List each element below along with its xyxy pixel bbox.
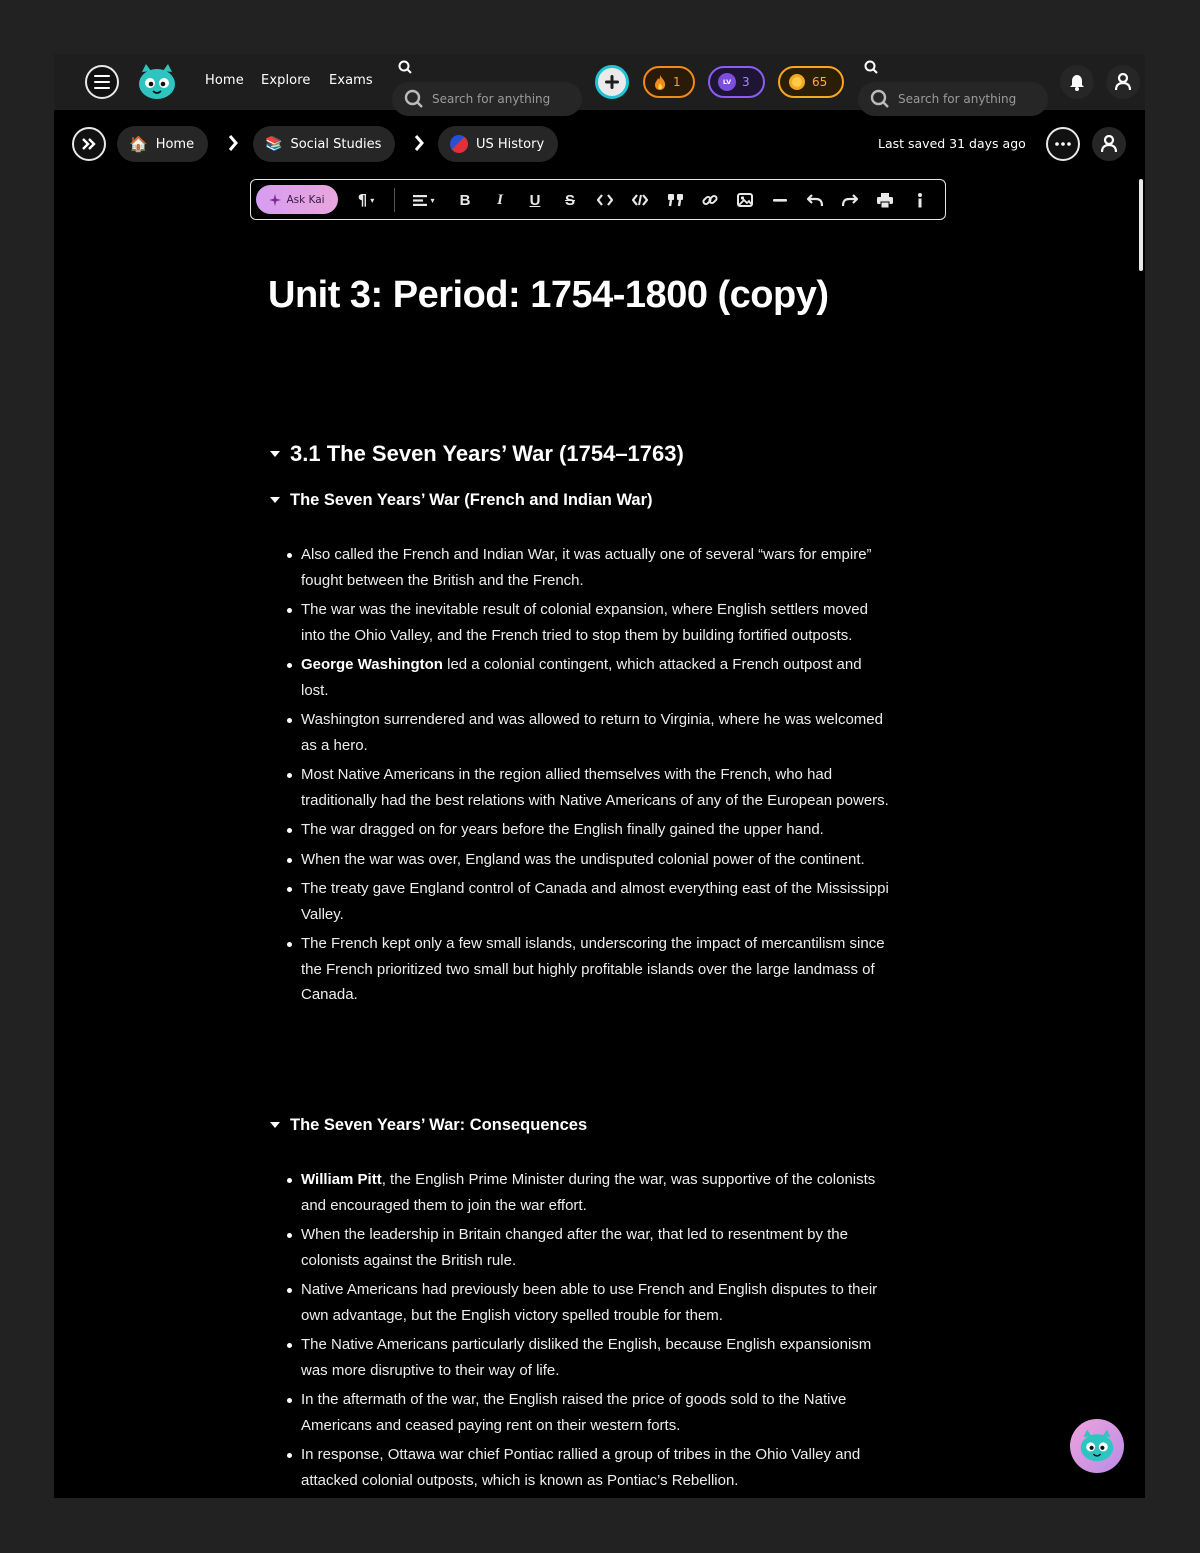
breadcrumb-home[interactable] — [117, 126, 208, 162]
page-title[interactable]: Unit 3: Period: 1754-1800 (copy) — [268, 274, 829, 316]
chevron-down-icon: ▾ — [430, 195, 435, 205]
list-item-text: The treaty gave England control of Canada and almost everything east of the Mississippi Valley. — [301, 880, 889, 923]
list-item[interactable] — [287, 652, 892, 703]
section-heading[interactable] — [268, 439, 908, 469]
nav-explore-link[interactable]: Explore — [261, 73, 311, 88]
coin-icon — [788, 73, 806, 91]
notifications-button[interactable] — [1060, 65, 1094, 99]
list-item-text: Washington surrendered and was allowed to return to Virginia, where he was welcomed as a hero. — [301, 711, 883, 754]
undo-button[interactable] — [803, 188, 827, 212]
code-block-icon — [632, 194, 648, 206]
list-item-text: Native Americans had previously been able to use French and English disputes to their own advantage, but the English victory spelled trouble for them. — [301, 1281, 878, 1324]
subsection-heading[interactable] — [268, 488, 908, 512]
scrollbar-thumb[interactable] — [1139, 179, 1143, 271]
bold-button[interactable] — [453, 188, 477, 212]
menu-button[interactable] — [85, 65, 119, 99]
list-item-text: When the leadership in Britain changed after the war, that led to resentment by the colonists against the British rule. — [301, 1226, 848, 1269]
align-left-icon — [413, 195, 427, 206]
expand-sidebar-icon — [82, 138, 96, 150]
italic-button[interactable] — [488, 188, 512, 212]
search-icon — [870, 89, 890, 109]
code-icon — [597, 194, 613, 206]
streak-count: 1 — [673, 75, 681, 89]
search-mini-button-2[interactable] — [858, 56, 884, 78]
menu-icon — [94, 75, 110, 89]
list-item-text: The war dragged on for years before the English finally gained the upper hand. — [301, 821, 824, 838]
horizontal-rule-icon — [773, 199, 787, 202]
editor-toolbar — [250, 179, 946, 220]
bell-icon — [1069, 74, 1085, 91]
section-3-1 — [268, 439, 908, 469]
align-dropdown[interactable] — [408, 188, 440, 212]
document-body — [268, 271, 908, 1489]
coins-count: 65 — [812, 75, 828, 89]
more-icon — [1055, 142, 1071, 146]
breadcrumb-course-label: US History — [476, 136, 545, 152]
search-input-2[interactable] — [898, 92, 1038, 106]
mascot-logo-icon — [136, 62, 178, 102]
more-options-button[interactable] — [1046, 127, 1080, 161]
search-input-1[interactable] — [432, 92, 572, 106]
list-item-text: , the English Prime Minister during the war, was supportive of the colonists and encouraged them to join the war effort. — [301, 1171, 876, 1214]
breadcrumb — [54, 124, 1145, 164]
list-item[interactable] — [287, 1442, 892, 1493]
link-icon — [702, 192, 718, 208]
list-item[interactable] — [287, 707, 892, 758]
subsection-heading-text: The Seven Years’ War (French and Indian War) — [290, 490, 653, 509]
ask-kai-button[interactable] — [256, 185, 338, 214]
underline-icon: U — [529, 191, 541, 209]
books-emoji-icon: 📚 — [265, 136, 283, 152]
breadcrumb-home-label: Home — [155, 136, 195, 152]
bullet-list — [287, 542, 892, 1008]
ask-kai-label: Ask Kai — [286, 193, 325, 206]
redo-button[interactable] — [838, 188, 862, 212]
list-item[interactable] — [287, 762, 892, 813]
nav-exams-link[interactable]: Exams — [329, 73, 373, 88]
home-emoji-icon: 🏠 — [129, 134, 148, 153]
strikethrough-icon: S — [564, 191, 575, 209]
list-item[interactable] — [287, 876, 892, 927]
collapse-caret-icon[interactable] — [270, 497, 280, 503]
undo-icon — [807, 194, 823, 207]
search-box-2 — [858, 54, 1048, 110]
search-mini-button[interactable] — [392, 56, 418, 78]
sparkle-icon — [269, 194, 281, 206]
coins-badge[interactable] — [778, 66, 844, 98]
bold-icon: B — [459, 191, 471, 209]
redo-icon — [842, 194, 858, 207]
paragraph-icon: ¶ — [357, 191, 368, 209]
quote-icon — [668, 194, 683, 207]
bold-term: William Pitt — [301, 1171, 382, 1188]
create-button[interactable] — [595, 65, 629, 99]
breadcrumb-subject[interactable] — [253, 126, 395, 162]
subsection-french-indian-war — [268, 488, 908, 1012]
section-heading-text: 3.1 The Seven Years’ War (1754–1763) — [290, 441, 684, 466]
user-icon — [1115, 73, 1131, 91]
flame-icon — [653, 74, 667, 91]
collapse-caret-icon[interactable] — [270, 451, 280, 457]
search-field-1[interactable] — [392, 82, 582, 116]
streak-badge[interactable] — [643, 66, 695, 98]
mascot-icon — [1078, 1428, 1116, 1464]
strikethrough-button[interactable] — [558, 188, 582, 212]
list-item-text: The war was the inevitable result of colonial expansion, where English settlers moved into the Ohio Valley, and the French tried to stop them by building fortified outposts. — [301, 601, 868, 644]
list-item[interactable] — [287, 817, 892, 843]
image-icon — [737, 193, 753, 207]
underline-button[interactable] — [523, 188, 547, 212]
list-item-text: When the war was over, England was the undisputed colonial power of the continent. — [301, 850, 865, 868]
kai-assistant-button[interactable] — [1070, 1419, 1124, 1473]
subsection-heading[interactable] — [268, 1113, 908, 1137]
expand-sidebar-button[interactable] — [72, 127, 106, 161]
list-item-text: In response, Ottawa war chief Pontiac rallied a group of tribes in the Ohio Valley and attacked colonial outposts, which is known as Pontiac’s Rebellion. — [301, 1446, 861, 1489]
last-saved-status: Last saved 31 days ago — [878, 136, 1026, 151]
search-box-1 — [392, 54, 582, 110]
list-item-text: The French kept only a few small islands, underscoring the impact of mercantilism since the French prioritized two small but highly profitable islands over the large landmass of Canada. — [301, 935, 885, 1003]
list-item[interactable] — [287, 1167, 892, 1218]
info-button[interactable] — [908, 188, 932, 212]
top-navbar — [54, 54, 1145, 110]
search-icon — [864, 60, 878, 74]
user-icon — [1101, 135, 1117, 153]
plus-icon — [604, 74, 620, 90]
share-user-button[interactable] — [1092, 127, 1126, 161]
toolbar-divider — [394, 188, 395, 212]
search-field-2[interactable] — [858, 82, 1048, 116]
print-button[interactable] — [873, 188, 897, 212]
print-icon — [877, 193, 893, 208]
bullet-list — [287, 1167, 892, 1493]
app-window — [54, 54, 1145, 1498]
collapse-caret-icon[interactable] — [270, 1122, 280, 1128]
horizontal-rule-button[interactable] — [768, 188, 792, 212]
italic-icon: I — [497, 191, 503, 208]
list-item[interactable] — [287, 542, 892, 593]
list-item[interactable] — [287, 1222, 892, 1273]
subsection-heading-text: The Seven Years’ War: Consequences — [290, 1115, 588, 1134]
level-badge-label: LV — [722, 78, 732, 86]
list-item-text: In the aftermath of the war, the English raised the price of goods sold to the Native Americans and ceased paying rent on their western forts. — [301, 1391, 847, 1434]
level-shield-icon — [718, 73, 736, 91]
code-block-button[interactable] — [628, 188, 652, 212]
nav-home-link[interactable]: Home — [205, 73, 244, 88]
list-item-text: led a colonial contingent, which attacked a French outpost and lost. — [301, 656, 862, 699]
link-button[interactable] — [698, 188, 722, 212]
search-icon — [398, 60, 412, 74]
search-icon — [404, 89, 424, 109]
flag-emoji-icon — [450, 135, 468, 153]
list-item[interactable] — [287, 931, 892, 1008]
breadcrumb-course[interactable] — [438, 126, 558, 162]
image-button[interactable] — [733, 188, 757, 212]
list-item[interactable] — [287, 847, 892, 873]
inline-code-button[interactable] — [593, 188, 617, 212]
chevron-right-icon — [413, 134, 425, 152]
list-item[interactable] — [287, 597, 892, 648]
list-item[interactable] — [287, 1332, 892, 1383]
level-badge[interactable] — [708, 66, 765, 98]
list-item-text: The Native Americans particularly disliked the English, because English expansionism was more disruptive to their way of life. — [301, 1336, 872, 1379]
bold-term: George Washington — [301, 656, 443, 673]
breadcrumb-subject-label: Social Studies — [290, 136, 382, 152]
list-item-text: Most Native Americans in the region allied themselves with the French, who had traditionally had the best relations with Native Americans of any of the European powers. — [301, 766, 889, 809]
paragraph-style-dropdown[interactable] — [349, 188, 383, 212]
list-item-text: Also called the French and Indian War, it was actually one of several “wars for empire” fought between the British and the French. — [301, 546, 872, 589]
chevron-right-icon — [227, 134, 239, 152]
list-item[interactable] — [287, 1277, 892, 1328]
list-item[interactable] — [287, 1387, 892, 1438]
info-icon — [917, 193, 923, 208]
quote-button[interactable] — [663, 188, 687, 212]
level-count: 3 — [742, 75, 750, 89]
chevron-down-icon: ▾ — [370, 195, 375, 205]
profile-button[interactable] — [1106, 65, 1140, 99]
logo[interactable] — [136, 62, 178, 102]
subsection-consequences — [268, 1113, 908, 1497]
